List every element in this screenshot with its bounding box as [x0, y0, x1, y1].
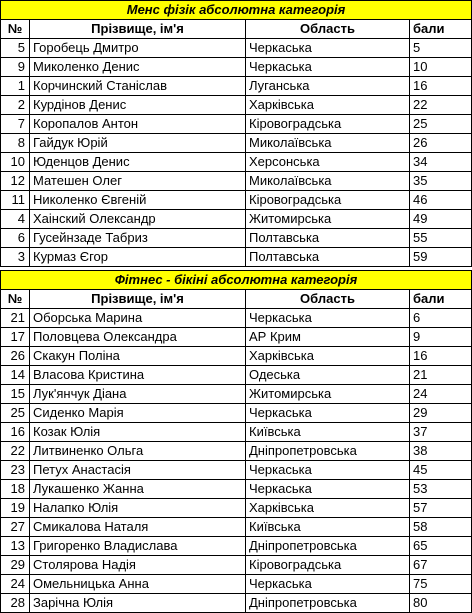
cell-num: 6: [1, 229, 30, 248]
section-title-row: [1, 1, 472, 20]
cell-name: Николенко Євгеній: [30, 191, 246, 210]
header-score: бали: [410, 290, 472, 309]
cell-num: 3: [1, 248, 30, 267]
cell-num: 17: [1, 328, 30, 347]
cell-score: 16: [410, 347, 472, 366]
cell-num: 25: [1, 404, 30, 423]
cell-score: 25: [410, 115, 472, 134]
cell-score: 16: [410, 77, 472, 96]
cell-num: 10: [1, 153, 30, 172]
table-row: [1, 58, 472, 77]
cell-name: Горобець Дмитро: [30, 39, 246, 58]
cell-score: 53: [410, 480, 472, 499]
cell-name: Коропалов Антон: [30, 115, 246, 134]
cell-name: Юденцов Денис: [30, 153, 246, 172]
cell-num: 1: [1, 77, 30, 96]
cell-region: Черкаська: [246, 461, 410, 480]
table-row: [1, 134, 472, 153]
cell-num: 27: [1, 518, 30, 537]
cell-name: Гайдук Юрій: [30, 134, 246, 153]
header-name: Прізвище, ім'я: [30, 290, 246, 309]
table-row: [1, 404, 472, 423]
cell-name: Курмаз Єгор: [30, 248, 246, 267]
cell-region: Черкаська: [246, 309, 410, 328]
table-row: [1, 594, 472, 613]
table-row: [1, 556, 472, 575]
table-row: [1, 328, 472, 347]
cell-name: Лук'янчук Діана: [30, 385, 246, 404]
cell-name: Смикалова Наталя: [30, 518, 246, 537]
table-row: [1, 518, 472, 537]
cell-num: 21: [1, 309, 30, 328]
cell-name: Петух Анастасія: [30, 461, 246, 480]
header-region: Область: [246, 20, 410, 39]
cell-score: 65: [410, 537, 472, 556]
cell-name: Гусейнзаде Табриз: [30, 229, 246, 248]
cell-region: Черкаська: [246, 404, 410, 423]
cell-region: Кіровоградська: [246, 191, 410, 210]
cell-num: 15: [1, 385, 30, 404]
table-row: [1, 229, 472, 248]
table-row: [1, 115, 472, 134]
cell-num: 4: [1, 210, 30, 229]
cell-region: Харківська: [246, 347, 410, 366]
cell-num: 12: [1, 172, 30, 191]
cell-num: 23: [1, 461, 30, 480]
cell-num: 5: [1, 39, 30, 58]
table-row: [1, 191, 472, 210]
cell-num: 7: [1, 115, 30, 134]
cell-score: 24: [410, 385, 472, 404]
table-row: [1, 77, 472, 96]
cell-num: 9: [1, 58, 30, 77]
header-num: №: [1, 20, 30, 39]
cell-region: Полтавська: [246, 248, 410, 267]
cell-name: Власова Кристина: [30, 366, 246, 385]
section-title-row: [1, 271, 472, 290]
cell-region: Дніпропетровська: [246, 594, 410, 613]
cell-score: 34: [410, 153, 472, 172]
cell-region: Київська: [246, 423, 410, 442]
cell-score: 10: [410, 58, 472, 77]
cell-name: Миколенко Денис: [30, 58, 246, 77]
cell-score: 55: [410, 229, 472, 248]
cell-num: 19: [1, 499, 30, 518]
cell-region: Херсонська: [246, 153, 410, 172]
cell-score: 75: [410, 575, 472, 594]
cell-name: Матешен Олег: [30, 172, 246, 191]
cell-name: Омельницька Анна: [30, 575, 246, 594]
cell-num: 26: [1, 347, 30, 366]
cell-score: 6: [410, 309, 472, 328]
cell-name: Половцева Олександра: [30, 328, 246, 347]
cell-score: 9: [410, 328, 472, 347]
cell-name: Зарічна Юлія: [30, 594, 246, 613]
cell-score: 35: [410, 172, 472, 191]
cell-name: Оборська Марина: [30, 309, 246, 328]
header-region: Область: [246, 290, 410, 309]
cell-region: Київська: [246, 518, 410, 537]
cell-region: Одеська: [246, 366, 410, 385]
cell-name: Козак Юлія: [30, 423, 246, 442]
cell-score: 49: [410, 210, 472, 229]
cell-score: 67: [410, 556, 472, 575]
cell-score: 38: [410, 442, 472, 461]
cell-num: 29: [1, 556, 30, 575]
cell-num: 24: [1, 575, 30, 594]
cell-name: Налапко Юлія: [30, 499, 246, 518]
header-score: бали: [410, 20, 472, 39]
cell-region: Луганська: [246, 77, 410, 96]
cell-score: 37: [410, 423, 472, 442]
cell-name: Хаінский Олександр: [30, 210, 246, 229]
cell-name: Григоренко Владислава: [30, 537, 246, 556]
cell-name: Курдінов Денис: [30, 96, 246, 115]
table-row: [1, 248, 472, 267]
cell-num: 22: [1, 442, 30, 461]
cell-name: Корчинский Станіслав: [30, 77, 246, 96]
cell-region: Полтавська: [246, 229, 410, 248]
cell-score: 58: [410, 518, 472, 537]
header-name: Прізвище, ім'я: [30, 20, 246, 39]
cell-region: Черкаська: [246, 58, 410, 77]
cell-region: Миколаївська: [246, 172, 410, 191]
cell-region: Житомирська: [246, 385, 410, 404]
table-row: [1, 537, 472, 556]
cell-region: Кіровоградська: [246, 556, 410, 575]
cell-score: 59: [410, 248, 472, 267]
table-row: [1, 39, 472, 58]
table-row: [1, 442, 472, 461]
cell-num: 8: [1, 134, 30, 153]
cell-num: 13: [1, 537, 30, 556]
table-row: [1, 347, 472, 366]
cell-name: Столярова Надія: [30, 556, 246, 575]
cell-score: 29: [410, 404, 472, 423]
cell-name: Скакун Поліна: [30, 347, 246, 366]
table-row: [1, 309, 472, 328]
cell-region: Харківська: [246, 96, 410, 115]
cell-region: Дніпропетровська: [246, 537, 410, 556]
table-row: [1, 172, 472, 191]
cell-region: АР Крим: [246, 328, 410, 347]
table-row: [1, 461, 472, 480]
cell-score: 5: [410, 39, 472, 58]
table-row: [1, 499, 472, 518]
table-row: [1, 575, 472, 594]
cell-score: 45: [410, 461, 472, 480]
cell-region: Дніпропетровська: [246, 442, 410, 461]
cell-score: 80: [410, 594, 472, 613]
cell-num: 14: [1, 366, 30, 385]
cell-name: Литвиненко Ольга: [30, 442, 246, 461]
cell-region: Житомирська: [246, 210, 410, 229]
cell-region: Черкаська: [246, 480, 410, 499]
section-title: Менс фізік абсолютна категорія: [1, 1, 472, 20]
cell-num: 2: [1, 96, 30, 115]
cell-score: 21: [410, 366, 472, 385]
header-num: №: [1, 290, 30, 309]
cell-region: Кіровоградська: [246, 115, 410, 134]
cell-name: Лукашенко Жанна: [30, 480, 246, 499]
section-title: Фітнес - бікіні абсолютна категорія: [1, 271, 472, 290]
cell-region: Черкаська: [246, 575, 410, 594]
cell-score: 46: [410, 191, 472, 210]
table-row: [1, 366, 472, 385]
table-row: [1, 153, 472, 172]
cell-score: 22: [410, 96, 472, 115]
cell-region: Харківська: [246, 499, 410, 518]
table-row: [1, 385, 472, 404]
table-row: [1, 480, 472, 499]
cell-num: 16: [1, 423, 30, 442]
cell-score: 26: [410, 134, 472, 153]
cell-region: Черкаська: [246, 39, 410, 58]
cell-num: 18: [1, 480, 30, 499]
table-row: [1, 423, 472, 442]
column-header-row: [1, 290, 472, 309]
cell-score: 57: [410, 499, 472, 518]
cell-region: Миколаївська: [246, 134, 410, 153]
table-row: [1, 210, 472, 229]
column-header-row: [1, 20, 472, 39]
cell-num: 11: [1, 191, 30, 210]
cell-num: 28: [1, 594, 30, 613]
table-row: [1, 96, 472, 115]
cell-name: Сиденко Марія: [30, 404, 246, 423]
